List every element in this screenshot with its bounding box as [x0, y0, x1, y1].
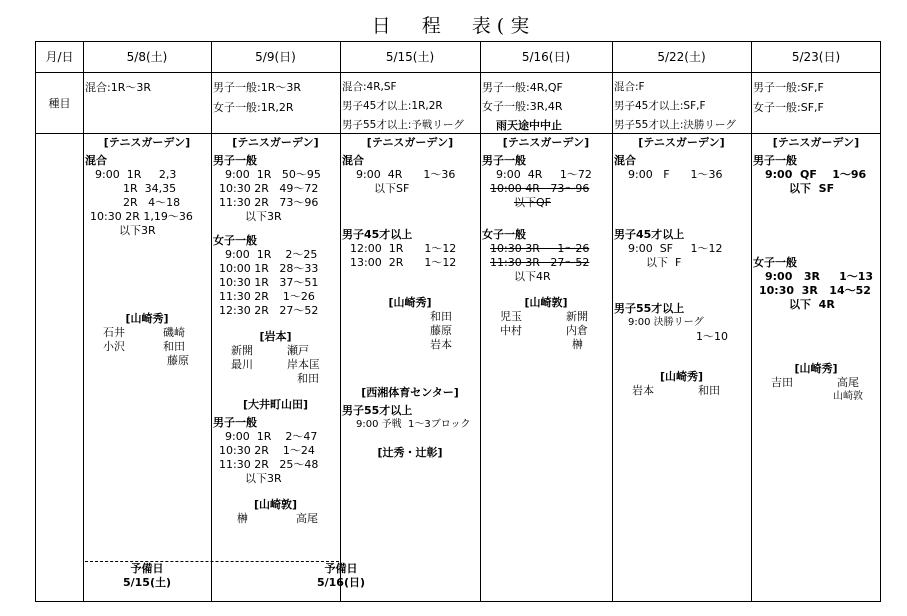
referee-label: [山崎秀]	[125, 312, 169, 325]
venue-label: [テニスガーデン]	[232, 136, 319, 149]
staff-row	[213, 372, 338, 386]
match-line: 以下SF	[374, 182, 410, 195]
header-date: 5/9(日)	[255, 50, 296, 64]
referee-label: [山崎秀]	[659, 370, 704, 383]
match-line: 9:00 QF 1～96	[765, 168, 867, 181]
event-line: 女子一般:3R,4R	[482, 100, 563, 113]
match-line: 9:00 1R 2～47	[225, 430, 318, 443]
venue-label: [テニスガーデン]	[638, 136, 725, 149]
match-line: 9:00 決勝リーグ	[628, 317, 704, 328]
match-line: 9:00 1R 2,3	[95, 168, 177, 181]
event-cell	[482, 78, 563, 135]
category-label: 男子45才以上	[342, 228, 413, 241]
staff-row	[753, 376, 879, 390]
day-cell-0509	[213, 134, 338, 526]
staff-name: 和田	[297, 372, 319, 385]
category-label: 男子一般	[482, 154, 526, 167]
staff-name: 最川	[231, 358, 253, 371]
staff-name: 石井	[103, 326, 125, 339]
match-line: 10:30 1R 37～51	[219, 276, 319, 289]
match-line: 9:00 4R 1～36	[356, 168, 456, 181]
category-label: 混合	[614, 154, 636, 167]
category-label: 混合	[85, 154, 107, 167]
staff-row	[85, 326, 209, 340]
match-line: 以下3R	[245, 472, 282, 485]
referee-label: [山崎秀]	[388, 296, 432, 309]
staff-row	[213, 358, 338, 372]
match-line: 以下3R	[119, 224, 156, 237]
match-line: 11:30 2R 73～96	[219, 196, 319, 209]
spare-date: 5/15(土)	[122, 576, 172, 589]
header-date: 5/22(土)	[657, 50, 706, 64]
venue-label: [テニスガーデン]	[103, 136, 191, 149]
match-line: 10:00 1R 28～33	[219, 262, 319, 275]
header-date: 5/8(土)	[126, 50, 168, 64]
match-line: 10:30 2R 1～24	[219, 444, 315, 457]
match-line: 11:30 2R 25～48	[219, 458, 319, 471]
category-label: 男子一般	[213, 154, 257, 167]
category-label: 男子55才以上	[342, 404, 413, 417]
category-label: 混合	[342, 154, 364, 167]
staff-name: 内倉	[566, 324, 588, 337]
col-divider	[612, 42, 613, 601]
header-date: 5/15(土)	[385, 50, 435, 64]
match-line: 10:30 2R 1,19～36	[90, 210, 193, 223]
staff-name: 榊	[572, 338, 583, 351]
staff-name: 藤原	[430, 324, 452, 337]
staff-row	[85, 354, 209, 368]
event-line: 男子55才以上:予戦リーグ	[342, 119, 464, 131]
match-line: 以下4R	[514, 270, 551, 283]
referee-label: [岩本]	[259, 330, 292, 343]
day-cell-0522	[614, 134, 749, 398]
staff-name: 新開	[231, 344, 253, 357]
staff-name: 山崎敦	[833, 391, 863, 402]
venue-label: [大井町山田]	[242, 398, 309, 411]
event-cell	[342, 78, 464, 135]
staff-name: 児玉	[500, 310, 522, 323]
cancelled-match-line: 以下QF	[514, 196, 551, 209]
staff-name: 小沢	[103, 340, 125, 353]
event-line: 混合:F	[614, 81, 645, 93]
cancelled-match-line: 11:30 3R 27～52	[490, 256, 590, 269]
spare-label: 予備日	[324, 562, 358, 575]
referee-label: [山崎秀]	[794, 362, 838, 375]
staff-name: 高尾	[296, 512, 318, 525]
venue-label: [テニスガーデン]	[366, 136, 454, 149]
category-label: 女子一般	[753, 256, 797, 269]
staff-name: 岩本	[430, 338, 452, 351]
match-line: 11:30 2R 1～26	[219, 290, 315, 303]
event-line: 混合:1R～3R	[85, 81, 151, 94]
staff-row	[482, 310, 610, 324]
match-line: 以下 F	[646, 256, 682, 269]
schedule-table	[35, 41, 881, 602]
event-line: 男子一般:SF,F	[753, 81, 824, 94]
match-line: 10:30 2R 49～72	[219, 182, 319, 195]
match-line: 9:00 SF 1～12	[628, 242, 723, 255]
staff-name: 中村	[500, 324, 522, 337]
event-cell	[614, 78, 736, 135]
match-line: 12:00 1R 1～12	[350, 242, 457, 255]
page-title: 日 程 表(実	[371, 15, 536, 37]
event-cell	[85, 78, 151, 98]
event-line: 男子55才以上:決勝リーグ	[614, 119, 736, 131]
venue-label: [テニスガーデン]	[772, 136, 860, 149]
event-row-label: 種目	[48, 97, 71, 110]
staff-name: 岸本匡	[287, 358, 320, 371]
day-cell-0516	[482, 134, 610, 352]
col-divider	[83, 42, 84, 601]
spare-day-0515	[85, 562, 209, 590]
venue-label: [テニスガーデン]	[502, 136, 590, 149]
referee-label: [辻秀・辻彰]	[377, 446, 443, 459]
header-rowcol: 月/日	[45, 50, 74, 64]
rain-cancel-note: 雨天途中中止	[496, 119, 562, 132]
day-cell-0515	[342, 134, 478, 460]
col-divider	[211, 42, 212, 601]
category-label: 男子55才以上	[614, 302, 685, 315]
staff-name: 瀬戸	[287, 344, 309, 357]
event-cell	[753, 78, 824, 118]
spare-date: 5/16(日)	[316, 576, 366, 589]
event-cell	[213, 78, 301, 118]
category-label: 男子一般	[753, 154, 797, 167]
staff-name: 和田	[430, 310, 452, 323]
match-line: 1～10	[696, 330, 728, 343]
row-divider	[36, 72, 880, 73]
match-line: 1R 34,35	[95, 182, 177, 195]
day-cell-0508	[85, 134, 209, 368]
match-line: 12:30 2R 27～52	[219, 304, 319, 317]
day-cell-0523	[753, 134, 879, 404]
staff-name: 吉田	[771, 376, 793, 389]
match-line: 以下 SF	[789, 182, 835, 195]
event-line: 男子一般:1R～3R	[213, 81, 301, 94]
staff-name: 岩本	[632, 384, 654, 397]
staff-name: 和田	[698, 384, 720, 397]
staff-name: 和田	[163, 340, 185, 353]
header-date: 5/23(日)	[791, 50, 841, 64]
staff-name: 高尾	[837, 376, 859, 389]
match-line: 9:00 1R 50～95	[225, 168, 321, 181]
venue-label: [西湘体育センター]	[361, 386, 459, 399]
referee-label: [山崎敦]	[524, 296, 568, 309]
event-line: 男子一般:4R,QF	[482, 81, 563, 94]
match-line: 13:00 2R 1～12	[350, 256, 457, 269]
staff-row	[85, 340, 209, 354]
staff-name: 榊	[237, 512, 248, 525]
match-line: 9:00 予戦 1～3ブロック	[356, 419, 471, 430]
staff-row	[753, 390, 879, 404]
staff-row	[482, 324, 610, 338]
staff-name: 新開	[566, 310, 588, 323]
match-line: 9:00 4R 1～72	[496, 168, 592, 181]
staff-row	[213, 344, 338, 358]
staff-name: 藤原	[167, 354, 189, 367]
event-line: 女子一般:1R,2R	[213, 101, 294, 114]
cancelled-match-line: 10:30 3R 1～26	[490, 242, 590, 255]
category-label: 女子一般	[213, 234, 257, 247]
col-divider	[480, 42, 481, 601]
staff-row	[482, 338, 610, 352]
event-line: 男子45才以上:1R,2R	[342, 100, 443, 112]
match-line: 10:30 3R 14～52	[759, 284, 871, 297]
staff-row	[213, 512, 338, 526]
match-line: 9:00 F 1～36	[628, 168, 723, 181]
col-divider	[340, 42, 341, 601]
event-line: 女子一般:SF,F	[753, 101, 824, 114]
match-line: 以下 4R	[789, 298, 835, 311]
category-label: 女子一般	[482, 228, 526, 241]
match-line: 以下3R	[245, 210, 282, 223]
referee-label: [山崎敦]	[253, 498, 298, 511]
staff-row	[614, 384, 749, 398]
col-divider	[751, 42, 752, 601]
match-line: 9:00 1R 2～25	[225, 248, 318, 261]
event-line: 男子45才以上:SF,F	[614, 100, 706, 112]
cancelled-match-line: 10:00 4R 73～96	[490, 182, 590, 195]
spare-day-0516	[296, 562, 386, 590]
category-label: 男子45才以上	[614, 228, 685, 241]
category-label: 男子一般	[213, 416, 257, 429]
staff-name: 磯崎	[163, 326, 185, 339]
header-date: 5/16(日)	[521, 50, 571, 64]
match-line: 9:00 3R 1～13	[765, 270, 874, 283]
match-line: 2R 4～18	[95, 196, 181, 209]
spare-label: 予備日	[130, 562, 164, 575]
event-line: 混合:4R,SF	[342, 81, 397, 93]
